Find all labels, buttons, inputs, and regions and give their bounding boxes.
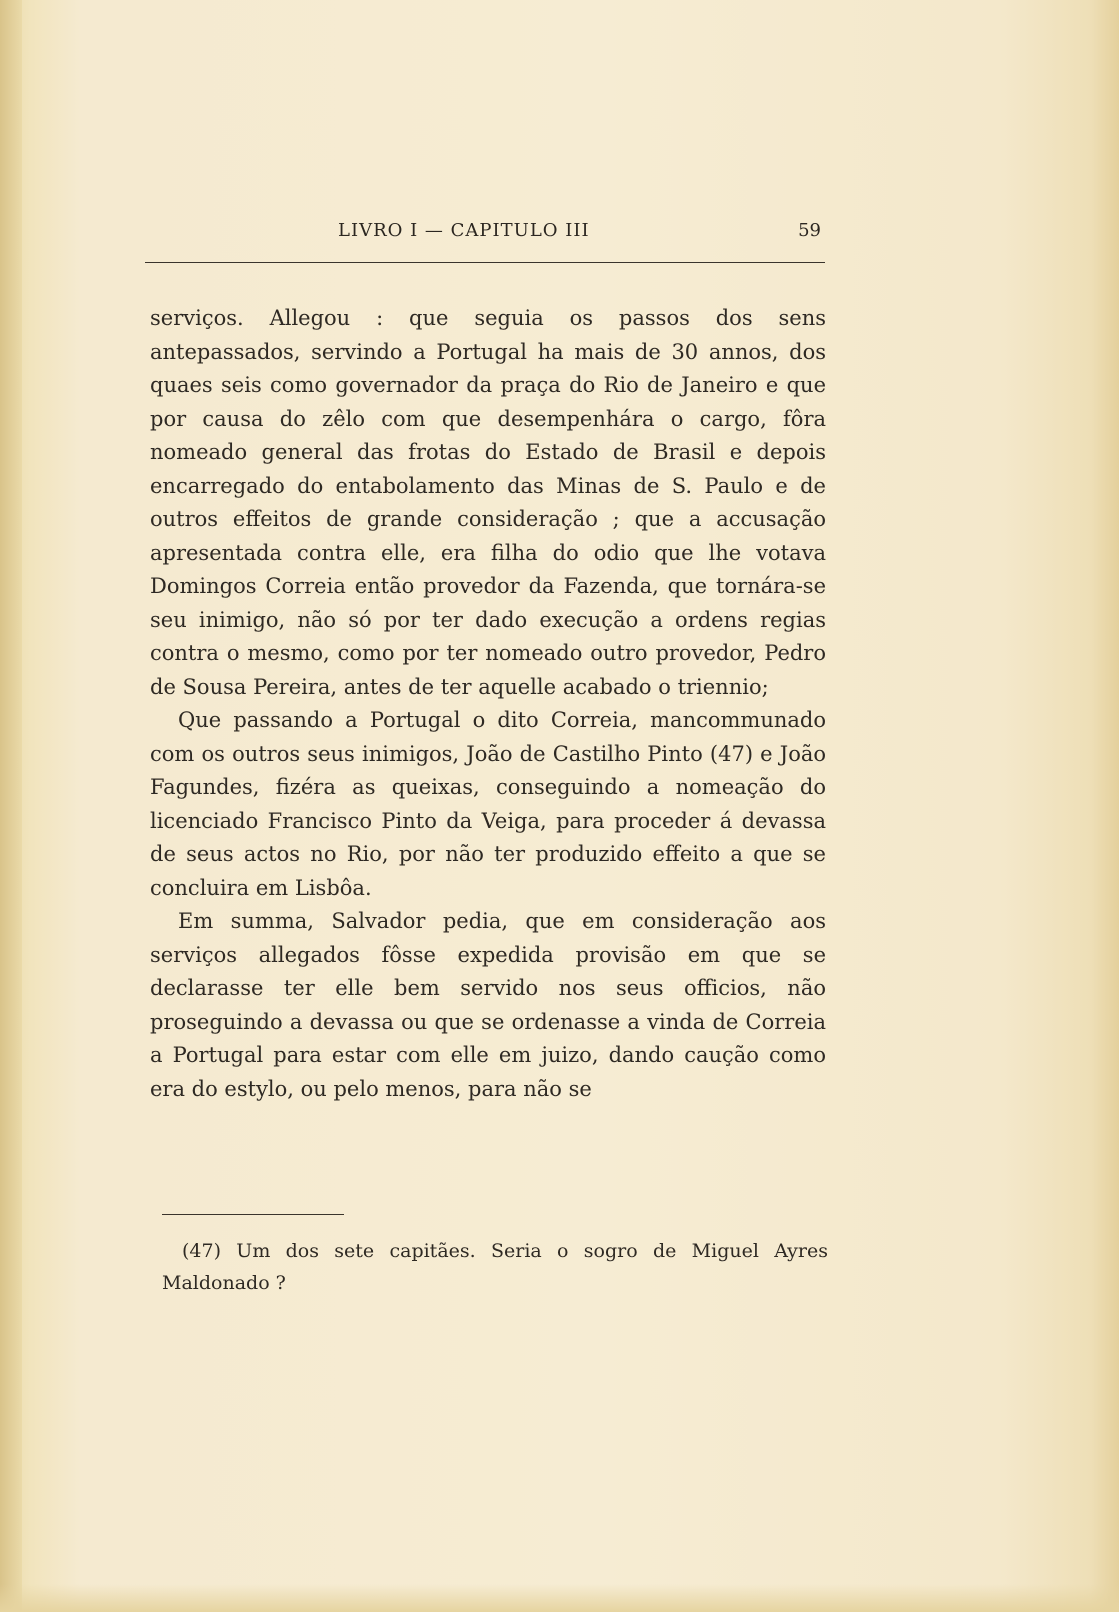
- running-head: LIVRO I — CAPITULO III: [338, 220, 590, 241]
- page-header: [145, 220, 825, 250]
- body-text: [150, 302, 826, 1106]
- page-number: 59: [798, 220, 821, 241]
- paragraph: Que passando a Portugal o dito Correia, mancommunado com os outros seus inimigos, João de Castilho Pinto (47) e João Fagundes, fizéra as queixas, conseguindo a nomeação do licenciado Francisco Pinto da Veiga, para proceder á devassa de seus actos no Rio, por não ter produzido effeito a que se concluira em Lisbôa.: [150, 708, 826, 900]
- footnote-rule: [162, 1214, 344, 1215]
- paragraph: Em summa, Salvador pedia, que em consideração aos serviços allegados fôsse expedida provisão em que se declarasse ter elle bem servido nos seus officios, não proseguindo a devassa ou que se ordenasse a vinda de Correia a Portugal para estar com elle em juizo, dando caução como era do estylo, ou pelo menos, para não se: [150, 909, 826, 1101]
- paragraph-continued: serviços. Allegou : que seguia os passos dos sens antepassados, servindo a Portugal ha mais de 30 annos, dos quaes seis como governador da praça do Rio de Janeiro e que por causa do zêlo com que desempenhára o cargo, fôra nomeado general das frotas do Estado de Brasil e depois encarregado do entabolamento das Minas de S. Paulo e de outros effeitos de grande consideração ; que a accusação apresentada contra elle, era filha do odio que lhe votava Domingos Correia então provedor da Fazenda, que tornára-se seu inimigo, não só por ter dado execução a ordens regias contra o mesmo, como por ter nomeado outro provedor, Pedro de Sousa Pereira, antes de ter aquelle acabado o triennio;: [150, 306, 826, 699]
- header-rule: [145, 262, 825, 263]
- page-spine-shadow: [0, 0, 22, 1612]
- page-bottom-edge: [0, 1584, 1119, 1612]
- footnote: [162, 1235, 828, 1299]
- footnote-47: (47) Um dos sete capitães. Seria o sogro de Miguel Ayres Maldonado ?: [162, 1240, 828, 1294]
